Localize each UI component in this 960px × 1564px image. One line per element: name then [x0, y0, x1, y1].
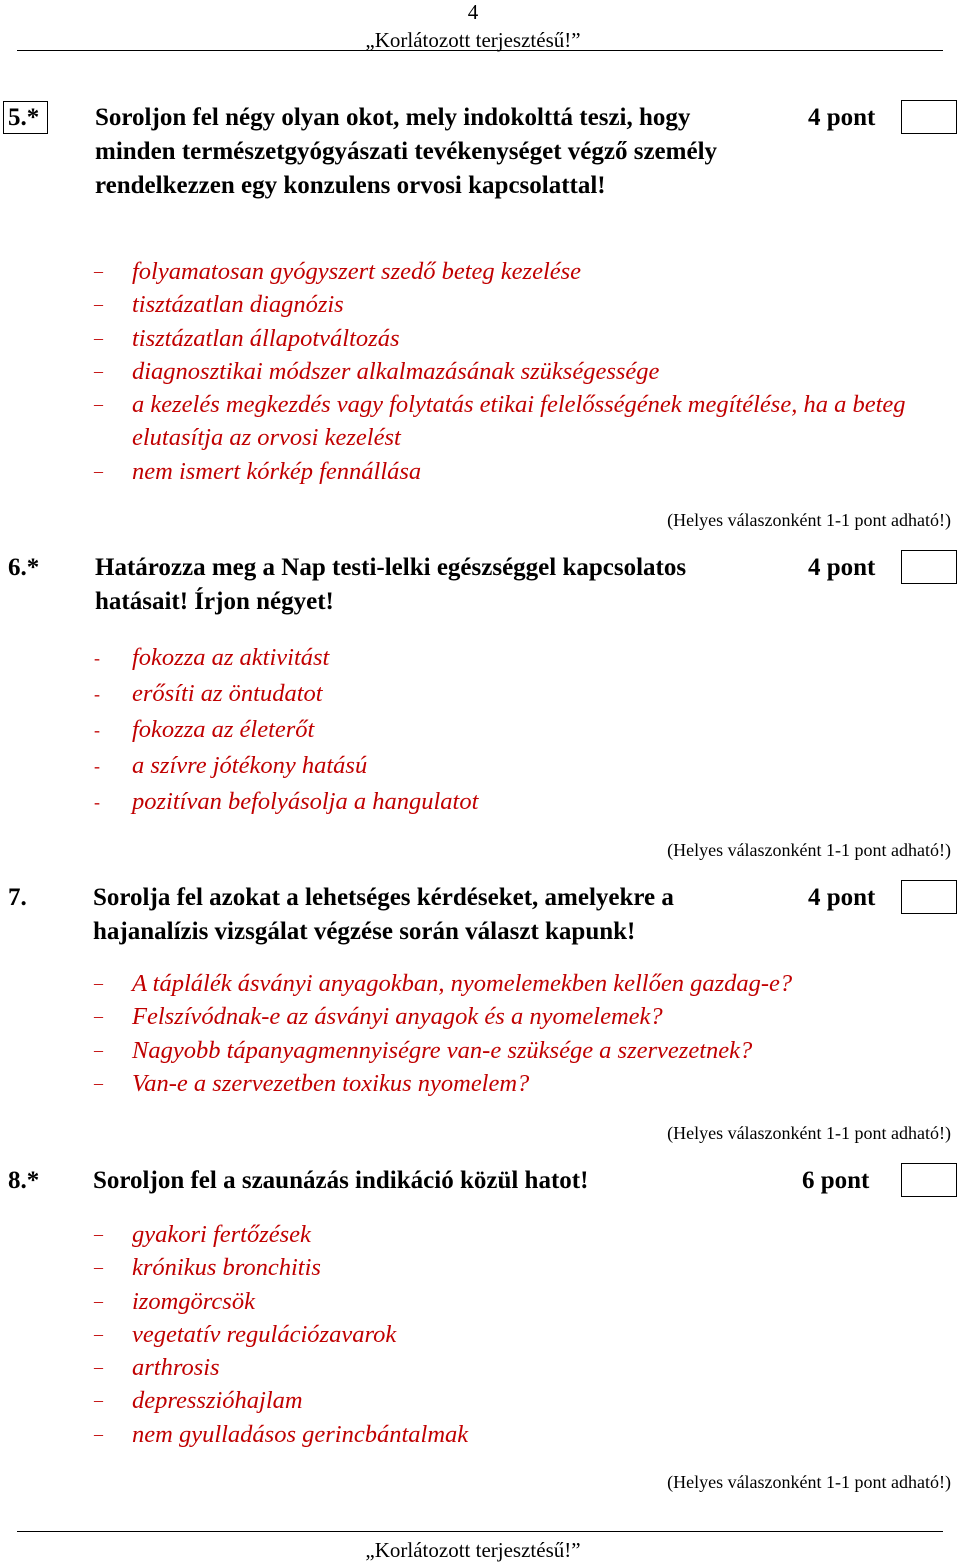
list-item — [92, 355, 952, 388]
question-text: Sorolja fel azokat a lehetséges kérdéseket, amelyekre a hajanalízis vizsgálat végzése során választ kapunk! — [93, 884, 674, 945]
header-rule — [17, 50, 943, 51]
list-dash: – — [94, 1224, 103, 1244]
list-item — [92, 455, 952, 488]
list-item — [92, 1034, 952, 1067]
question-points: 6 pont — [802, 1167, 870, 1194]
list-item — [92, 640, 952, 676]
answer-text: gyakori fertőzések — [132, 1221, 311, 1248]
list-item — [92, 1067, 952, 1100]
list-item — [92, 288, 952, 321]
list-dash: – — [94, 1039, 103, 1060]
page-number: 4 — [467, 0, 479, 24]
question-text: Soroljon fel négy olyan okot, mely indokolttá teszi, hogy minden természetgyógyászati tevékenységet végző személy rendelkezzen egy konzulens orvosi kapcsolattal! — [95, 104, 718, 199]
answer-text: vegetatív regulációzavarok — [132, 1320, 397, 1348]
question-points: 4 pont — [808, 884, 876, 911]
list-item — [92, 1251, 952, 1284]
list-dash: – — [94, 1423, 103, 1444]
answer-text: a szívre jótékony hatású — [132, 752, 368, 779]
list-dash: - — [94, 756, 100, 776]
answer-text: nem gyulladásos gerincbántalmak — [132, 1420, 469, 1448]
answer-list — [92, 1218, 952, 1451]
answer-text: Nagyobb tápanyagmennyiségre van-e szüksége a szervezetnek? — [132, 1036, 753, 1064]
grading-note: (Helyes válaszonként 1-1 pont adható!) — [667, 840, 951, 860]
question-points: 4 pont — [808, 104, 876, 131]
list-item — [92, 784, 952, 820]
answer-text: krónikus bronchitis — [132, 1254, 321, 1282]
question-number: 5.* — [3, 101, 48, 134]
list-dash: – — [94, 1072, 103, 1093]
list-dash: – — [94, 1257, 103, 1278]
list-item — [92, 712, 952, 748]
list-dash: – — [94, 360, 103, 381]
list-item — [92, 1384, 952, 1417]
list-item — [92, 1418, 952, 1451]
list-item — [92, 388, 952, 455]
score-box[interactable] — [901, 1163, 957, 1197]
question-text: Határozza meg a Nap testi-lelki egészséggel kapcsolatos hatásait! Írjon négyet! — [95, 554, 687, 615]
answer-text: nem ismert kórkép fennállása — [132, 457, 422, 485]
answer-text: arthrosis — [132, 1354, 220, 1382]
list-dash: – — [94, 1006, 103, 1027]
list-item — [92, 748, 952, 784]
answer-text: folyamatosan gyógyszert szedő beteg kezelése — [132, 258, 582, 285]
answer-text: a kezelés megkezdés vagy folytatás etikai felelősségének megítélése, ha a beteg elutasítja az orvosi kezelést — [132, 391, 906, 452]
answer-text: fokozza az életerőt — [132, 716, 315, 743]
answer-list — [92, 967, 952, 1100]
answer-list — [92, 255, 952, 488]
list-item — [92, 676, 952, 712]
answer-text: diagnosztikai módszer alkalmazásának szükségessége — [132, 357, 660, 385]
list-dash: – — [94, 1357, 103, 1378]
answer-text: tisztázatlan diagnózis — [132, 291, 344, 319]
answer-text: erősíti az öntudatot — [132, 680, 323, 707]
answer-text: tisztázatlan állapotváltozás — [132, 324, 400, 352]
list-dash: – — [94, 973, 103, 993]
list-item — [92, 1218, 952, 1251]
answer-text: depresszióhajlam — [132, 1387, 303, 1415]
list-dash: - — [94, 648, 100, 668]
score-box[interactable] — [901, 550, 957, 584]
question-number: 7. — [8, 884, 27, 911]
grading-note: (Helyes válaszonként 1-1 pont adható!) — [667, 1123, 951, 1143]
list-item — [92, 322, 952, 355]
answer-text: Felszívódnak-e az ásványi anyagok és a nyomelemek? — [132, 1003, 663, 1031]
list-item — [92, 1000, 952, 1033]
list-dash: – — [94, 460, 103, 481]
grading-note: (Helyes válaszonként 1-1 pont adható!) — [667, 510, 951, 530]
list-dash: – — [94, 294, 103, 315]
list-item — [92, 1351, 952, 1384]
footer-rule — [17, 1531, 943, 1532]
list-dash: – — [94, 394, 103, 415]
answer-text: izomgörcsök — [132, 1287, 255, 1315]
list-item — [92, 967, 952, 1000]
score-box[interactable] — [901, 880, 957, 914]
footer-restriction-note: „Korlátozott terjesztésű!” — [365, 1538, 581, 1562]
question-number: 6.* — [8, 554, 40, 581]
answer-list — [92, 640, 952, 820]
list-dash: – — [94, 1290, 103, 1311]
grading-note: (Helyes válaszonként 1-1 pont adható!) — [667, 1472, 951, 1492]
list-dash: - — [94, 720, 100, 740]
list-item — [92, 255, 952, 288]
answer-text: Van-e a szervezetben toxikus nyomelem? — [132, 1069, 530, 1097]
list-dash: – — [94, 327, 103, 348]
list-dash: – — [94, 1323, 103, 1344]
list-dash: – — [94, 261, 103, 281]
list-item — [92, 1318, 952, 1351]
answer-text: pozitívan befolyásolja a hangulatot — [132, 788, 479, 815]
list-dash: - — [94, 792, 100, 812]
list-dash: – — [94, 1390, 103, 1411]
answer-text: A táplálék ásványi anyagokban, nyomelemekben kellően gazdag-e? — [132, 970, 793, 997]
question-points: 4 pont — [808, 554, 876, 581]
question-number: 8.* — [8, 1167, 40, 1194]
list-item — [92, 1285, 952, 1318]
score-box[interactable] — [901, 100, 957, 134]
answer-text: fokozza az aktivitást — [132, 644, 330, 671]
header-restriction-note: „Korlátozott terjesztésű!” — [365, 28, 581, 52]
question-text: Soroljon fel a szaunázás indikáció közül hatot! — [93, 1167, 589, 1194]
list-dash: - — [94, 684, 100, 704]
